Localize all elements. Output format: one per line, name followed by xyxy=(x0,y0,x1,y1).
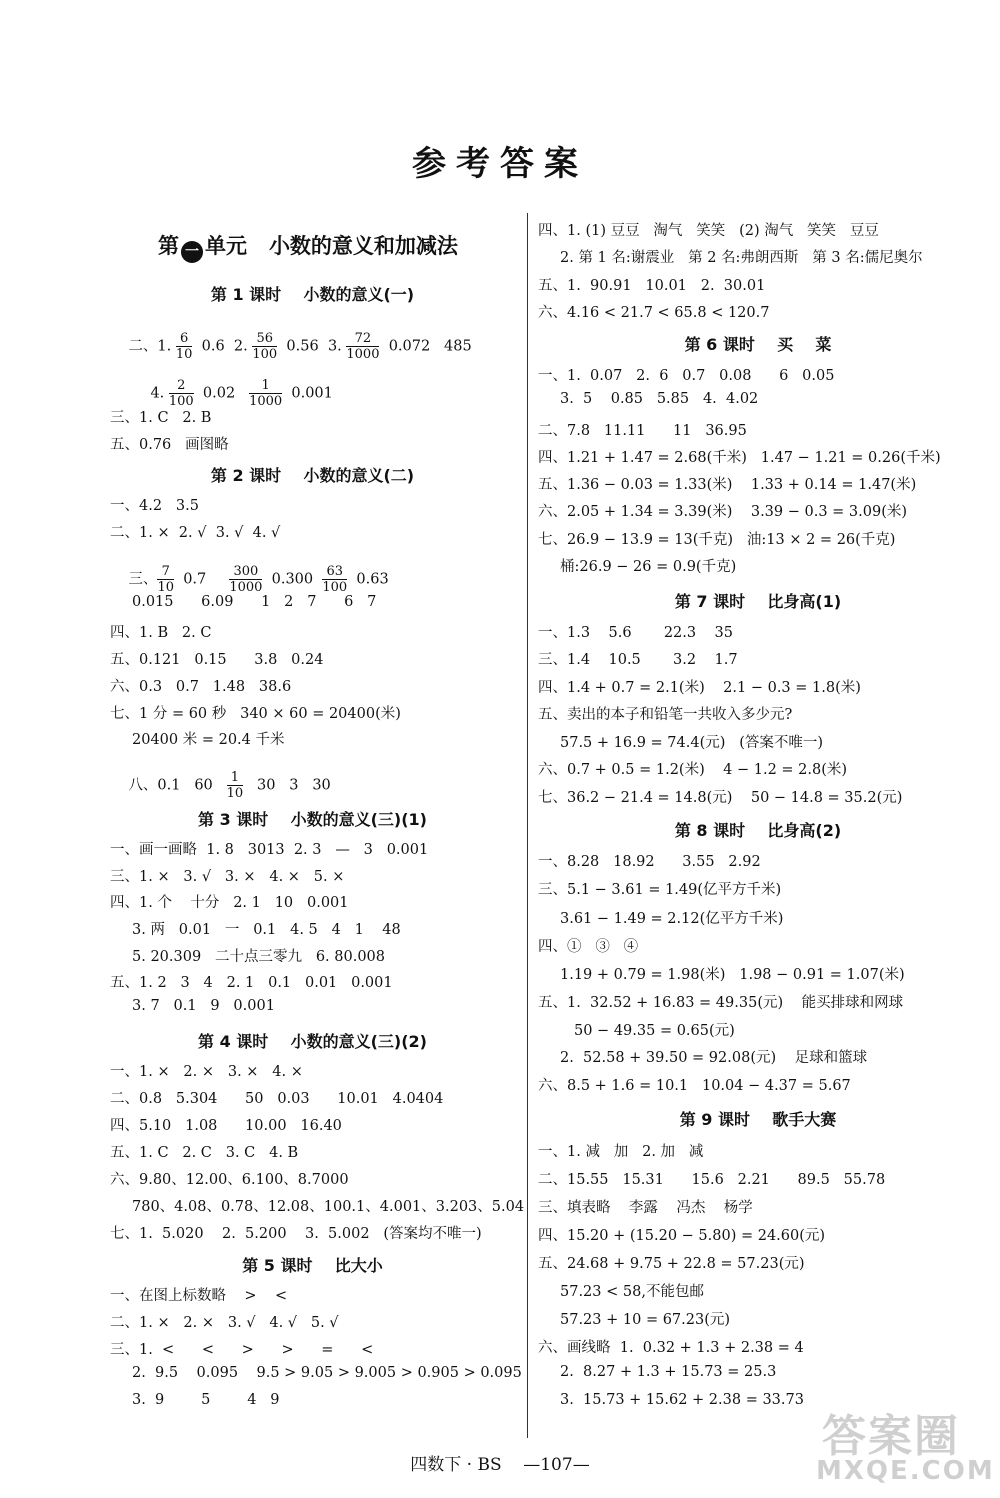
fraction: $\frac{63}{100}$ xyxy=(322,564,348,595)
answer-line: 2. 9.5 0.095 9.5 > 9.05 > 9.005 > 0.905 > 0.095 xyxy=(132,1365,522,1381)
fraction: $\frac{72}{1000}$ xyxy=(346,331,380,362)
answer-line: 3. 5 0.85 5.85 4. 4.02 xyxy=(560,391,759,407)
answer-line: 二、7.8 11.11 11 36.95 xyxy=(538,423,747,439)
answer-line: 1.19 + 0.79 = 1.98(米) 1.98 − 0.91 = 1.07(米) xyxy=(560,967,905,983)
page-title: 参考答案 xyxy=(412,144,588,184)
lesson-heading: 第 9 课时 歌手大赛 xyxy=(679,1110,837,1129)
answer-line: 57.23 + 10 = 67.23(元) xyxy=(560,1312,731,1328)
lesson-heading: 第 4 课时 小数的意义(三)(2) xyxy=(198,1032,427,1051)
answer-line: 四、① ③ ④ xyxy=(538,939,639,955)
answer-line: 六、8.5 + 1.6 = 10.1 10.04 − 4.37 = 5.67 xyxy=(538,1078,851,1094)
answer-line: 20400 米 = 20.4 千米 xyxy=(132,732,285,748)
fraction: $\frac{2}{100}$ xyxy=(168,378,194,409)
watermark-text: 答案圈 xyxy=(822,1411,960,1462)
answer-line: 六、0.7 + 0.5 = 1.2(米) 4 − 1.2 = 2.8(米) xyxy=(538,762,848,778)
answer-line: 五、0.76 画图略 xyxy=(110,437,229,453)
answer-line: 八、0.1 60 $\frac{1}{10}$ 30 3 30 xyxy=(128,770,331,801)
page-footer: 四数下 · BS —107— xyxy=(410,1455,590,1475)
answer-line: 四、1. (1) 豆豆 淘气 笑笑 (2) 淘气 笑笑 豆豆 xyxy=(538,223,879,239)
answer-line: 五、1.36 − 0.03 = 1.33(米) 1.33 + 0.14 = 1.47(米) xyxy=(538,477,917,493)
answer-line: 五、24.68 + 9.75 + 22.8 = 57.23(元) xyxy=(538,1256,805,1272)
answer-line: 3. 15.73 + 15.62 + 2.38 = 33.73 xyxy=(560,1392,804,1408)
unit-suffix: 单元 xyxy=(205,234,247,258)
column-divider xyxy=(527,213,528,1438)
answer-line: 2. 第 1 名:谢震业 第 2 名:弗朗西斯 第 3 名:儒尼奥尔 xyxy=(560,250,923,266)
answer-line: 57.23 < 58,不能包邮 xyxy=(560,1284,704,1300)
answer-line: 780、4.08、0.78、12.08、100.1、4.001、3.203、5.04 xyxy=(132,1199,525,1215)
answer-line: 四、1.4 + 0.7 = 2.1(米) 2.1 − 0.3 = 1.8(米) xyxy=(538,680,861,696)
answer-line: 二、1. $\frac{6}{10}$ 0.6 2. $\frac{56}{100}$ 0.56 3. $\frac{72}{1000}$ 0.072 485 xyxy=(128,331,472,362)
answer-line: 一、在图上标数略 > < xyxy=(110,1288,288,1304)
answer-line: 3. 两 0.01 一 0.1 4. 5 4 1 48 xyxy=(132,922,401,938)
unit-prefix: 第 xyxy=(158,234,179,258)
answer-line: 四、15.20 + (15.20 − 5.80) = 24.60(元) xyxy=(538,1228,826,1244)
answer-line: 一、1. 减 加 2. 加 减 xyxy=(538,1144,704,1160)
answer-line: 三、1. < < > > = < xyxy=(110,1342,374,1358)
watermark-logo xyxy=(812,1400,995,1492)
fraction: $\frac{56}{100}$ xyxy=(252,331,278,362)
answer-line: 六、0.3 0.7 1.48 38.6 xyxy=(110,679,292,695)
answer-line: 一、8.28 18.92 3.55 2.92 xyxy=(538,854,761,870)
answer-line: 五、1. 90.91 10.01 2. 30.01 xyxy=(538,278,766,294)
answer-line: 五、0.121 0.15 3.8 0.24 xyxy=(110,652,324,668)
answer-line: 五、卖出的本子和铅笔一共收入多少元? xyxy=(538,707,793,723)
lesson-heading: 第 3 课时 小数的意义(三)(1) xyxy=(198,810,427,829)
answer-line: 三、 $\frac{7}{10}$ 0.7 $\frac{300}{1000}$ 0.300 $\frac{63}{100}$ 0.63 xyxy=(128,564,389,595)
answer-line: 六、2.05 + 1.34 = 3.39(米) 3.39 − 0.3 = 3.09(米) xyxy=(538,504,908,520)
unit-name: 小数的意义和加减法 xyxy=(268,234,458,258)
fraction: $\frac{6}{10}$ xyxy=(175,331,193,362)
fraction: $\frac{1}{1000}$ xyxy=(249,378,283,409)
answer-line: 三、1. × 3. √ 3. × 4. × 5. × xyxy=(110,869,345,885)
answer-line: 3. 9 5 4 9 xyxy=(132,1392,280,1408)
answer-line: 一、1. 0.07 2. 6 0.7 0.08 6 0.05 xyxy=(538,368,835,384)
answer-line: 三、5.1 − 3.61 = 1.49(亿平方千米) xyxy=(538,882,782,898)
answer-line: 4. $\frac{2}{100}$ 0.02 $\frac{1}{1000}$ 0.001 xyxy=(150,378,333,409)
answer-line: 一、1. × 2. × 3. × 4. × xyxy=(110,1064,303,1080)
answer-line: 3. 7 0.1 9 0.001 xyxy=(132,998,275,1014)
answer-line: 桶:26.9 − 26 = 0.9(千克) xyxy=(560,559,737,575)
lesson-heading: 第 5 课时 比大小 xyxy=(242,1256,383,1275)
answer-line: 一、1.3 5.6 22.3 35 xyxy=(538,625,733,641)
lesson-heading: 第 8 课时 比身高(2) xyxy=(674,821,842,840)
answer-line: 3.61 − 1.49 = 2.12(亿平方千米) xyxy=(560,911,784,927)
answer-line: 二、15.55 15.31 15.6 2.21 89.5 55.78 xyxy=(538,1172,886,1188)
answer-line: 五、1. C 2. C 3. C 4. B xyxy=(110,1145,299,1161)
answer-line: 六、画线略 1. 0.32 + 1.3 + 2.38 = 4 xyxy=(538,1340,804,1356)
answer-line: 一、画一画略 1. 8 3013 2. 3 — 3 0.001 xyxy=(110,842,429,858)
answer-line: 2. 52.58 + 39.50 = 92.08(元) 足球和篮球 xyxy=(560,1050,868,1066)
answer-line: 二、1. × 2. √ 3. √ 4. √ xyxy=(110,525,281,541)
lesson-heading: 第 7 课时 比身高(1) xyxy=(674,592,842,611)
answer-line: 2. 8.27 + 1.3 + 15.73 = 25.3 xyxy=(560,1364,777,1380)
fraction: $\frac{300}{1000}$ xyxy=(229,564,263,595)
lesson-heading: 第 6 课时 买 菜 xyxy=(684,335,832,354)
fraction: $\frac{1}{10}$ xyxy=(226,770,244,801)
answer-line: 四、1. 个 十分 2. 1 10 0.001 xyxy=(110,895,349,911)
answer-line: 五、1. 2 3 4 2. 1 0.1 0.01 0.001 xyxy=(110,975,393,991)
answer-line: 六、9.80、12.00、6.100、8.7000 xyxy=(110,1172,349,1188)
answer-line: 七、36.2 − 21.4 = 14.8(元) 50 − 14.8 = 35.2(元) xyxy=(538,790,903,806)
answer-line: 四、5.10 1.08 10.00 16.40 xyxy=(110,1118,342,1134)
answer-line: 0.015 6.09 1 2 7 6 7 xyxy=(132,594,377,610)
answer-line: 二、1. × 2. × 3. √ 4. √ 5. √ xyxy=(110,1315,339,1331)
answer-line: 七、1. 5.020 2. 5.200 3. 5.002 (答案均不唯一) xyxy=(110,1226,482,1242)
watermark-url: MXQE.COM xyxy=(816,1456,995,1486)
answer-line: 二、0.8 5.304 50 0.03 10.01 4.0404 xyxy=(110,1091,444,1107)
unit-number-badge: 一 xyxy=(181,241,203,263)
answer-line: 57.5 + 16.9 = 74.4(元) (答案不唯一) xyxy=(560,735,824,751)
answer-line: 50 − 49.35 = 0.65(元) xyxy=(574,1023,735,1039)
answer-line: 三、1. C 2. B xyxy=(110,410,212,426)
unit-heading xyxy=(158,230,458,263)
answer-line: 三、填表略 李露 冯杰 杨学 xyxy=(538,1200,753,1216)
answer-line: 5. 20.309 二十点三零九 6. 80.008 xyxy=(132,949,386,965)
lesson-heading: 第 2 课时 小数的意义(二) xyxy=(210,466,415,485)
answer-line: 四、1.21 + 1.47 = 2.68(千米) 1.47 − 1.21 = 0.26(千米) xyxy=(538,450,941,466)
answer-line: 一、4.2 3.5 xyxy=(110,498,199,514)
answer-line: 五、1. 32.52 + 16.83 = 49.35(元) 能买排球和网球 xyxy=(538,995,904,1011)
lesson-heading: 第 1 课时 小数的意义(一) xyxy=(210,285,415,304)
answer-line: 七、1 分 = 60 秒 340 × 60 = 20400(米) xyxy=(110,706,401,722)
answer-line: 四、1. B 2. C xyxy=(110,625,212,641)
answer-line: 六、4.16 < 21.7 < 65.8 < 120.7 xyxy=(538,305,770,321)
answer-line: 七、26.9 − 13.9 = 13(千克) 油:13 × 2 = 26(千克) xyxy=(538,532,896,548)
answer-line: 三、1.4 10.5 3.2 1.7 xyxy=(538,652,738,668)
fraction: $\frac{7}{10}$ xyxy=(157,564,174,595)
